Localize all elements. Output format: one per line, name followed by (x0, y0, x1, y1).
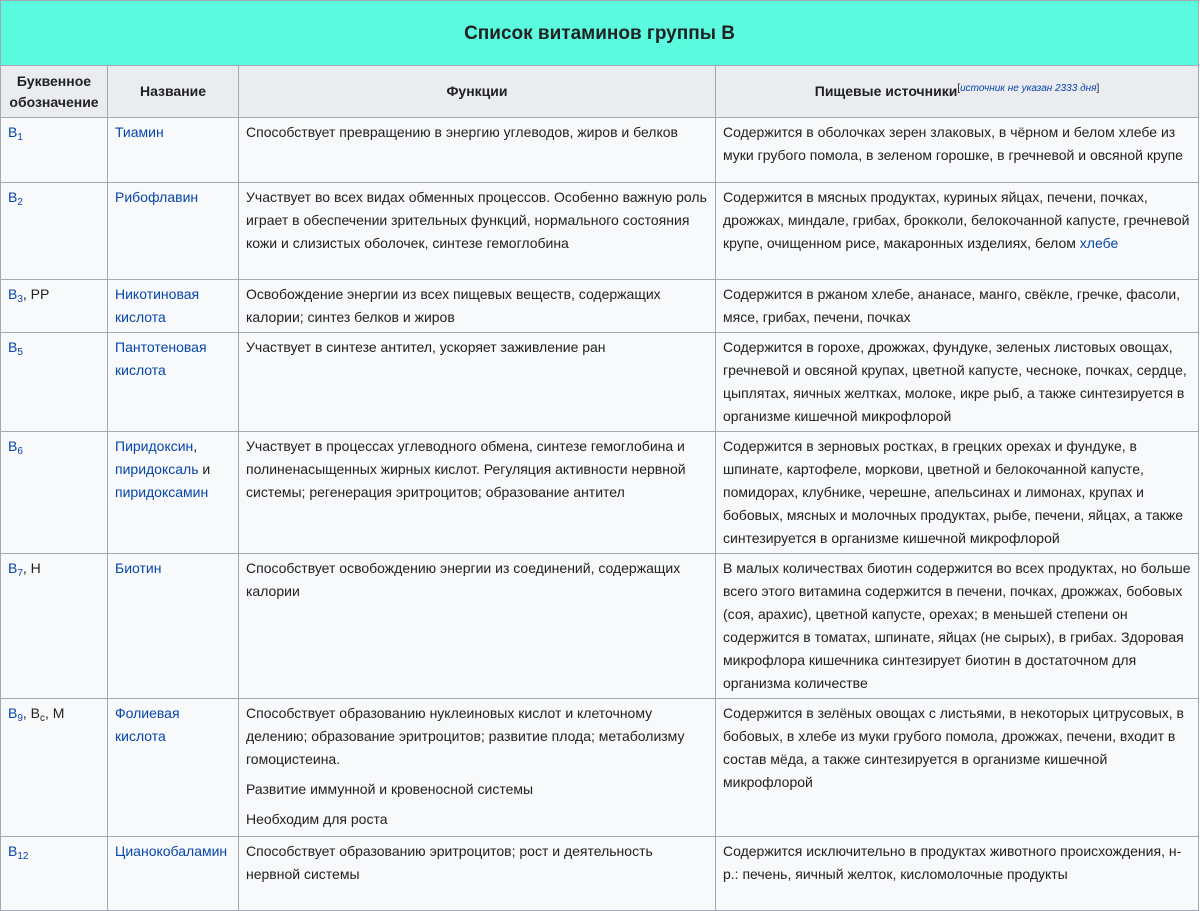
letter-cell: $B_3$, PP (1, 280, 108, 333)
letter-cell: $B_7$, H (1, 554, 108, 699)
name-cell (108, 183, 239, 280)
table-row (1, 699, 1199, 837)
functions-cell: Участвует в синтезе антител, ускоряет заживление ран (239, 333, 716, 432)
letter-link[interactable]: $B_2$ (8, 189, 23, 208)
name-cell (108, 554, 239, 699)
functions-cell (239, 699, 716, 837)
letter-link[interactable]: $B_{12}$ (8, 843, 29, 862)
letter-cell (1, 333, 108, 432)
letter-cell (1, 432, 108, 554)
sources-link-bread[interactable]: хлебе (1079, 235, 1119, 251)
letter-cell: $B_9$, $B_c$, M (1, 699, 108, 837)
vitamin-name-link[interactable]: Тиамин (115, 124, 164, 140)
letter-link[interactable]: $B_1$ (8, 124, 23, 143)
header-letter: Буквенное обозначение (1, 66, 108, 118)
vitamin-name-link[interactable]: Цианокобаламин (115, 843, 228, 859)
sources-text: Содержится в мясных продуктах, куриных яйцах, печени, почках, дрожжах, миндале, грибах, брокколи, белокочанной капусте, гречневой крупе, очищенном рисе, макаронных изделиях, белом (723, 189, 1190, 251)
functions-cell: Способствует превращению в энергию углеводов, жиров и белков (239, 118, 716, 183)
name-cell (108, 837, 239, 911)
letter-cell (1, 118, 108, 183)
vitamin-name-link[interactable]: Фолиевая кислота (115, 705, 180, 744)
vitamin-name-link-pyridoxamine[interactable]: пиридоксамин (115, 484, 209, 500)
functions-paragraph: Развитие иммунной и кровеносной системы (246, 781, 534, 797)
vitamin-name-link-pyridoxine[interactable]: Пиридоксин (115, 438, 194, 454)
header-sources (716, 66, 1199, 118)
functions-cell: Освобождение энергии из всех пищевых веществ, содержащих калории; синтез белков и жиров (239, 280, 716, 333)
table-row (1, 554, 1199, 699)
name-cell (108, 333, 239, 432)
header-row (1, 66, 1199, 118)
letter-link[interactable]: $B_6$ (8, 438, 23, 457)
name-cell (108, 699, 239, 837)
sources-cell: Содержится в горохе, дрожжах, фундуке, зеленых листовых овощах, гречневой и овсяной крупах, цветной капусте, чесноке, почках, сердце, цыплятах, яичных желтках, молоке, икре рыб, а также синтезируется в организме кишечной микрофлорой (716, 333, 1199, 432)
name-cell: Пиридоксин, пиридоксаль и пиридоксамин (108, 432, 239, 554)
citation-needed-link[interactable]: источник не указан 2333 дня (960, 83, 1097, 94)
functions-cell: Способствует образованию эритроцитов; рост и деятельность нервной системы (239, 837, 716, 911)
letter-link[interactable]: $B_9$ (8, 705, 23, 724)
letter-cell (1, 837, 108, 911)
letter-cell (1, 183, 108, 280)
sources-cell: Содержится исключительно в продуктах животного происхождения, н-р.: печень, яичный желток, кисломолочные продукты (716, 837, 1199, 911)
table-row (1, 837, 1199, 911)
letter-link[interactable]: $B_3$ (8, 286, 23, 305)
letter-link[interactable]: $B_7$ (8, 560, 23, 579)
header-sources-label: Пищевые источники (814, 83, 958, 99)
vitamin-name-link[interactable]: Рибофлавин (115, 189, 199, 205)
sources-cell: В малых количествах биотин содержится во всех продуктах, но больше всего этого витамина содержится в печени, почках, дрожжах, бобовых (соя, арахис), цветной капусте, орехах; в меньшей степени он содержится в томатах, шпинате, яйцах (не сырых), в грибах. Здоровая микрофлора кишечника синтезирует биотин в достаточном для организма количестве (716, 554, 1199, 699)
header-functions: Функции (239, 66, 716, 118)
table-row (1, 183, 1199, 280)
table-row (1, 118, 1199, 183)
vitamin-name-link-pyridoxal[interactable]: пиридоксаль (115, 461, 199, 477)
functions-paragraph: Необходим для роста (246, 811, 388, 827)
sources-cell: Содержится в зерновых ростках, в грецких орехах и фундуке, в шпинате, картофеле, моркови, цветной и белокочанной капусте, помидорах, клубнике, черешне, апельсинах и лимонах, крупах и бобовых, мясных и молочных продуктах, рыбе, печени, яйцах, а также синтезируется в организме кишечной микрофлорой (716, 432, 1199, 554)
table-caption: Список витаминов группы B (1, 1, 1199, 66)
table-row (1, 432, 1199, 554)
sources-cell: Содержится в оболочках зерен злаковых, в чёрном и белом хлебе из муки грубого помола, в зеленом горошке, в гречневой и овсяной крупе (716, 118, 1199, 183)
table-row (1, 280, 1199, 333)
sources-cell: Содержится в зелёных овощах с листьями, в некоторых цитрусовых, в бобовых, в хлебе из муки грубого помола, дрожжах, печени, входит в состав мёда, а также синтезируется в организме кишечной микрофлорой (716, 699, 1199, 837)
name-cell (108, 118, 239, 183)
vitamin-name-link[interactable]: Биотин (115, 560, 162, 576)
functions-cell: Участвует в процессах углеводного обмена, синтезе гемоглобина и полиненасыщенных жирных кислот. Регуляция активности нервной системы; регенерация эритроцитов; образование антител (239, 432, 716, 554)
sources-cell: Содержится в ржаном хлебе, ананасе, манго, свёкле, гречке, фасоли, мясе, грибах, печени, почках (716, 280, 1199, 333)
functions-cell: Участвует во всех видах обменных процессов. Особенно важную роль играет в обеспечении зрительных функций, нормального состояния кожи и слизистых оболочек, синтезе гемоглобина (239, 183, 716, 280)
functions-paragraph: Способствует образованию нуклеиновых кислот и клеточному делению; образование эритроцитов; развитие плода; метаболизму гомоцистеина. (246, 705, 685, 767)
header-name: Название (108, 66, 239, 118)
letter-link[interactable]: $B_5$ (8, 339, 23, 358)
functions-cell: Способствует освобождению энергии из соединений, содержащих калории (239, 554, 716, 699)
citation-needed-note: [источник не указан 2333 дня] (957, 83, 1100, 94)
vitamin-name-link[interactable]: Пантотеновая кислота (115, 339, 207, 378)
table-row (1, 333, 1199, 432)
vitamin-name-link[interactable]: Никотиновая кислота (115, 286, 200, 325)
name-cell (108, 280, 239, 333)
sources-cell (716, 183, 1199, 280)
